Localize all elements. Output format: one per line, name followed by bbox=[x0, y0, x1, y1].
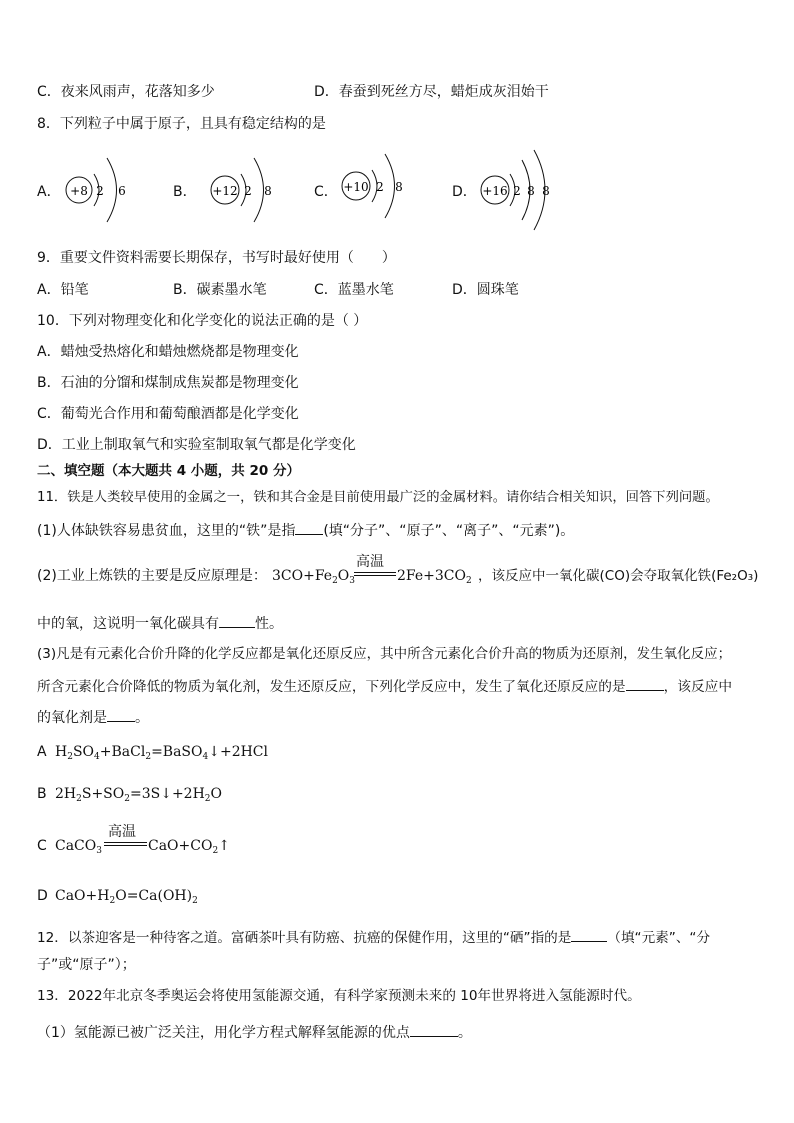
shell-electrons: 8 bbox=[527, 184, 535, 198]
shell-electrons: 2 bbox=[244, 184, 252, 198]
q9-stem: 9．重要文件资料需要长期保存，书写时最好使用（ ） bbox=[37, 250, 396, 266]
shell-electrons: 2 bbox=[96, 184, 104, 198]
q11-part2-tail: ，该反应中一氧化碳(CO)会夺取氧化铁(Fe₂O₃) bbox=[478, 568, 759, 584]
electron-shell-arc bbox=[254, 158, 264, 222]
q11-part3-line3 bbox=[37, 707, 149, 727]
q11-part2-cont bbox=[37, 613, 283, 633]
reaction-equals-bar bbox=[354, 572, 396, 576]
q12-line1-text: 12．以茶迎客是一种待客之道。富硒茶叶具有防癌、抗癌的保健作用，这里的“硒”指的是 bbox=[37, 930, 572, 946]
q11-part1 bbox=[37, 520, 574, 540]
nucleus-charge: +10 bbox=[343, 180, 369, 194]
q8-option-b-label: B． bbox=[173, 184, 197, 200]
q11-choice-c-left: CaCO$_3$ bbox=[55, 838, 102, 856]
shell-electrons: 8 bbox=[395, 180, 403, 194]
shell-electrons: 8 bbox=[542, 184, 550, 198]
q9-option-b: B．碳素墨水笔 bbox=[173, 282, 267, 298]
shell-electrons: 2 bbox=[513, 184, 521, 198]
q13-part1-end: 。 bbox=[457, 1025, 472, 1041]
q11-ironmaking-equation-left: $3CO+Fe_2O_3$ bbox=[272, 568, 356, 586]
section-title: 二、填空题（本大题共 4 小题，共 20 分） bbox=[37, 463, 300, 479]
electron-shell-arc bbox=[385, 154, 395, 218]
q11-part3-line2-text: 所含元素化合价降低的物质为氧化剂，发生还原反应，下列化学反应中，发生了氧化还原反应的是 bbox=[37, 679, 626, 695]
q11-part1-text: (1)人体缺铁容易患贫血，这里的“铁”是指 bbox=[37, 523, 296, 539]
q11-part3-line2 bbox=[37, 676, 732, 696]
q11-part1-hint: (填“分子”、“原子”、“离子”、“元素”)。 bbox=[323, 523, 575, 539]
q11-part2-cont-text: 中的氧，这说明一氧化碳具有 bbox=[37, 616, 219, 632]
shell-electrons: 6 bbox=[118, 184, 126, 198]
q8-option-b-atom-diagram bbox=[205, 152, 285, 228]
q11-ironmaking-equation-right: $2Fe+3CO_2$ bbox=[397, 568, 472, 586]
q11-condition-high-temp: 高温 bbox=[356, 554, 384, 570]
q13-stem: 13．2022年北京冬季奥运会将使用氢能源交通，有科学家预测未来的 10年世界将进入氢能源时代。 bbox=[37, 988, 641, 1004]
q8-option-a-label: A． bbox=[37, 184, 61, 200]
q11-part3-line1: (3)凡是有元素化合价升降的化学反应都是氧化还原反应，其中所含元素化合价升高的物质为还原剂，发生氧化反应； bbox=[37, 646, 732, 662]
nucleus-charge: +12 bbox=[212, 184, 238, 198]
q12-line2: 子”或“原子”）； bbox=[37, 957, 136, 973]
shell-electrons: 8 bbox=[264, 184, 272, 198]
reaction-equals-bar bbox=[104, 842, 147, 846]
q11-choice-d-equation: $CaO+H_2O=Ca(OH)_2$ bbox=[55, 888, 198, 906]
q13-part1-blank[interactable] bbox=[410, 1022, 458, 1037]
q8-option-c-label: C． bbox=[314, 184, 338, 200]
q11-choice-c-label: C bbox=[37, 838, 47, 854]
q10-option-d: D．工业上制取氧气和实验室制取氧气都是化学变化 bbox=[37, 437, 356, 453]
q11-choice-d-label: D bbox=[37, 888, 48, 904]
nucleus-charge: +8 bbox=[70, 184, 88, 198]
q7-option-d: D．春蚕到死丝方尽，蜡炬成灰泪始干 bbox=[314, 84, 549, 100]
q11-stem: 11．铁是人类较早使用的金属之一，铁和其合金是目前使用最广泛的金属材料。请你结合相关知识，回答下列问题。 bbox=[37, 490, 719, 505]
q11-choice-a-equation: $H_2SO_4+BaCl_2=BaSO_4↓+2HCl$ bbox=[55, 744, 269, 762]
q12-blank[interactable] bbox=[571, 927, 607, 942]
q11-choice-b-label: B bbox=[37, 786, 47, 802]
q9-option-d: D．圆珠笔 bbox=[452, 282, 519, 298]
q11-part1-blank[interactable] bbox=[295, 520, 323, 535]
q11-part3-line3-end: 。 bbox=[135, 710, 149, 726]
q13-part1 bbox=[37, 1022, 472, 1042]
q11-part3-blank-reaction[interactable] bbox=[626, 676, 664, 691]
q11-part2-suffix: 性。 bbox=[255, 616, 283, 632]
electron-shell-arc bbox=[107, 158, 117, 222]
q11-part2-blank[interactable] bbox=[219, 613, 255, 628]
shell-electrons: 2 bbox=[376, 180, 384, 194]
q8-option-d-label: D． bbox=[452, 184, 477, 200]
q10-stem: 10．下列对物理变化和化学变化的说法正确的是（ ） bbox=[37, 313, 368, 329]
q7-option-c: C．夜来风雨声，花落知多少 bbox=[37, 84, 215, 100]
q11-choice-c-right: $CaO+CO_2↑$ bbox=[148, 838, 230, 856]
q11-choice-b-equation: $2H_2S+SO_2=3S↓+2H_2O$ bbox=[55, 786, 223, 804]
nucleus-charge: +16 bbox=[482, 184, 508, 198]
q12-line1 bbox=[37, 927, 710, 947]
q9-option-c: C．蓝墨水笔 bbox=[314, 282, 394, 298]
q11-part2-text: (2)工业上炼铁的主要是反应原理是： bbox=[37, 568, 267, 584]
q11-choice-c-condition: 高温 bbox=[108, 824, 136, 840]
q11-part3-line3-text: 的氧化剂是 bbox=[37, 710, 107, 726]
q9-option-a: A．铅笔 bbox=[37, 282, 89, 298]
q10-option-c: C．葡萄光合作用和葡萄酿酒都是化学变化 bbox=[37, 406, 299, 422]
q13-part1-text: （1）氢能源已被广泛关注，用化学方程式解释氢能源的优点 bbox=[37, 1025, 410, 1041]
q10-option-a: A．蜡烛受热熔化和蜡烛燃烧都是物理变化 bbox=[37, 344, 299, 360]
q10-option-b: B．石油的分馏和煤制成焦炭都是物理变化 bbox=[37, 375, 299, 391]
q11-part3-blank-oxidizer[interactable] bbox=[107, 707, 135, 722]
q11-choice-a-label: A bbox=[37, 744, 47, 760]
q8-stem: 8．下列粒子中属于原子，且具有稳定结构的是 bbox=[37, 116, 326, 132]
q8-option-a-atom-diagram bbox=[60, 152, 140, 228]
q11-part3-line2-tail: ，该反应中 bbox=[663, 679, 733, 695]
q8-option-d-atom-diagram bbox=[476, 148, 562, 232]
q8-option-c-atom-diagram bbox=[336, 148, 416, 224]
q12-line1-hint: （填“元素”、“分 bbox=[607, 930, 711, 946]
